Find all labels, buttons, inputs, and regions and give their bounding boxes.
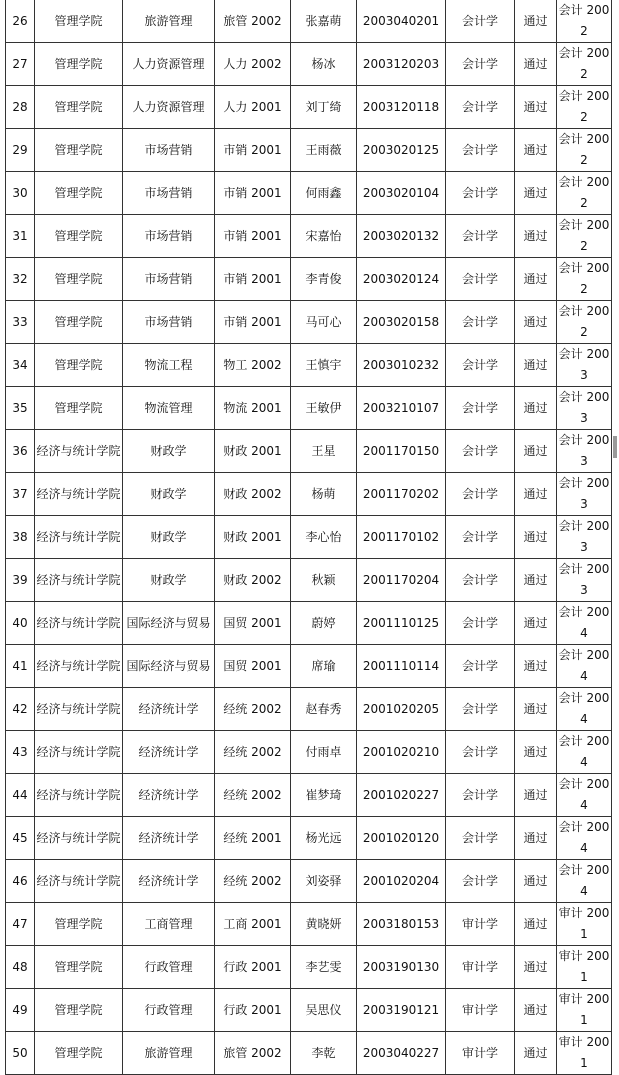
college-cell: 管理学院 — [35, 129, 123, 172]
college-cell: 管理学院 — [35, 387, 123, 430]
student-id-cell: 2001020205 — [357, 688, 446, 731]
row-number-cell: 40 — [6, 602, 35, 645]
student-name-cell: 杨冰 — [291, 43, 357, 86]
student-id-cell: 2003040227 — [357, 1032, 446, 1075]
table-row — [6, 774, 612, 817]
row-number-cell: 43 — [6, 731, 35, 774]
new-class-cell: 会计 2004 — [557, 602, 612, 645]
new-class-cell: 会计 2002 — [557, 129, 612, 172]
row-number-cell: 39 — [6, 559, 35, 602]
new-class-cell: 会计 2003 — [557, 559, 612, 602]
row-number-cell: 35 — [6, 387, 35, 430]
original-major-cell: 财政学 — [123, 473, 215, 516]
original-major-cell: 国际经济与贸易 — [123, 645, 215, 688]
table-row — [6, 645, 612, 688]
student-id-cell: 2003020125 — [357, 129, 446, 172]
result-cell: 通过 — [515, 817, 557, 860]
original-class-cell: 经统 2002 — [215, 688, 291, 731]
student-id-cell: 2001020227 — [357, 774, 446, 817]
result-cell: 通过 — [515, 215, 557, 258]
college-cell: 管理学院 — [35, 86, 123, 129]
result-cell: 通过 — [515, 43, 557, 86]
new-major-cell: 会计学 — [446, 258, 515, 301]
new-major-cell: 审计学 — [446, 946, 515, 989]
new-class-cell: 会计 2004 — [557, 688, 612, 731]
original-major-cell: 国际经济与贸易 — [123, 602, 215, 645]
student-id-cell: 2003020104 — [357, 172, 446, 215]
result-cell: 通过 — [515, 946, 557, 989]
new-major-cell: 会计学 — [446, 0, 515, 43]
table-row — [6, 817, 612, 860]
original-class-cell: 经统 2001 — [215, 817, 291, 860]
transfer-table — [5, 0, 612, 1075]
original-major-cell: 市场营销 — [123, 301, 215, 344]
new-major-cell: 会计学 — [446, 172, 515, 215]
college-cell: 经济与统计学院 — [35, 602, 123, 645]
transfer-list-sheet — [5, 0, 611, 1075]
original-major-cell: 旅游管理 — [123, 1032, 215, 1075]
new-major-cell: 会计学 — [446, 559, 515, 602]
college-cell: 经济与统计学院 — [35, 473, 123, 516]
table-row — [6, 731, 612, 774]
college-cell: 经济与统计学院 — [35, 645, 123, 688]
student-id-cell: 2003190121 — [357, 989, 446, 1032]
result-cell: 通过 — [515, 903, 557, 946]
new-class-cell: 会计 2003 — [557, 387, 612, 430]
original-major-cell: 人力资源管理 — [123, 43, 215, 86]
table-row — [6, 258, 612, 301]
original-major-cell: 市场营销 — [123, 172, 215, 215]
student-id-cell: 2001170102 — [357, 516, 446, 559]
table-row — [6, 516, 612, 559]
original-class-cell: 市销 2001 — [215, 129, 291, 172]
new-class-cell: 会计 2004 — [557, 860, 612, 903]
original-major-cell: 经济统计学 — [123, 817, 215, 860]
new-major-cell: 会计学 — [446, 645, 515, 688]
result-cell: 通过 — [515, 989, 557, 1032]
new-major-cell: 会计学 — [446, 817, 515, 860]
college-cell: 管理学院 — [35, 43, 123, 86]
student-id-cell: 2001020120 — [357, 817, 446, 860]
new-class-cell: 会计 2002 — [557, 43, 612, 86]
original-major-cell: 行政管理 — [123, 946, 215, 989]
college-cell: 管理学院 — [35, 989, 123, 1032]
new-class-cell: 会计 2002 — [557, 215, 612, 258]
student-id-cell: 2003040201 — [357, 0, 446, 43]
original-class-cell: 市销 2001 — [215, 301, 291, 344]
new-major-cell: 会计学 — [446, 129, 515, 172]
row-number-cell: 46 — [6, 860, 35, 903]
table-row — [6, 473, 612, 516]
table-row — [6, 430, 612, 473]
new-major-cell: 会计学 — [446, 301, 515, 344]
original-major-cell: 工商管理 — [123, 903, 215, 946]
student-name-cell: 王慎宇 — [291, 344, 357, 387]
new-major-cell: 审计学 — [446, 989, 515, 1032]
new-class-cell: 会计 2002 — [557, 0, 612, 43]
row-number-cell: 28 — [6, 86, 35, 129]
row-number-cell: 30 — [6, 172, 35, 215]
new-major-cell: 会计学 — [446, 731, 515, 774]
original-class-cell: 财政 2001 — [215, 430, 291, 473]
result-cell: 通过 — [515, 559, 557, 602]
row-number-cell: 34 — [6, 344, 35, 387]
new-class-cell: 会计 2004 — [557, 645, 612, 688]
college-cell: 管理学院 — [35, 1032, 123, 1075]
original-class-cell: 市销 2001 — [215, 258, 291, 301]
row-number-cell: 27 — [6, 43, 35, 86]
original-class-cell: 人力 2001 — [215, 86, 291, 129]
new-major-cell: 会计学 — [446, 430, 515, 473]
original-major-cell: 经济统计学 — [123, 731, 215, 774]
new-major-cell: 会计学 — [446, 344, 515, 387]
student-id-cell: 2001170204 — [357, 559, 446, 602]
student-id-cell: 2003210107 — [357, 387, 446, 430]
new-major-cell: 会计学 — [446, 860, 515, 903]
student-id-cell: 2001020210 — [357, 731, 446, 774]
table-row — [6, 903, 612, 946]
table-row — [6, 688, 612, 731]
student-name-cell: 宋嘉怡 — [291, 215, 357, 258]
table-row — [6, 860, 612, 903]
student-name-cell: 张嘉萌 — [291, 0, 357, 43]
row-number-cell: 47 — [6, 903, 35, 946]
result-cell: 通过 — [515, 258, 557, 301]
original-class-cell: 财政 2002 — [215, 559, 291, 602]
student-id-cell: 2001110125 — [357, 602, 446, 645]
row-number-cell: 32 — [6, 258, 35, 301]
student-name-cell: 马可心 — [291, 301, 357, 344]
student-id-cell: 2003180153 — [357, 903, 446, 946]
original-major-cell: 财政学 — [123, 516, 215, 559]
student-name-cell: 杨萌 — [291, 473, 357, 516]
row-number-cell: 29 — [6, 129, 35, 172]
table-row — [6, 344, 612, 387]
table-row — [6, 43, 612, 86]
original-class-cell: 人力 2002 — [215, 43, 291, 86]
row-number-cell: 45 — [6, 817, 35, 860]
student-id-cell: 2001110114 — [357, 645, 446, 688]
original-major-cell: 市场营销 — [123, 258, 215, 301]
new-class-cell: 审计 2001 — [557, 946, 612, 989]
table-row — [6, 129, 612, 172]
table-row — [6, 1032, 612, 1075]
row-number-cell: 38 — [6, 516, 35, 559]
result-cell: 通过 — [515, 688, 557, 731]
result-cell: 通过 — [515, 473, 557, 516]
new-major-cell: 会计学 — [446, 43, 515, 86]
college-cell: 经济与统计学院 — [35, 731, 123, 774]
student-name-cell: 蔚婷 — [291, 602, 357, 645]
original-class-cell: 市销 2001 — [215, 172, 291, 215]
row-number-cell: 37 — [6, 473, 35, 516]
student-id-cell: 2003020124 — [357, 258, 446, 301]
table-row — [6, 387, 612, 430]
table-row — [6, 301, 612, 344]
student-name-cell: 吴思仪 — [291, 989, 357, 1032]
student-name-cell: 李青俊 — [291, 258, 357, 301]
table-row — [6, 602, 612, 645]
result-cell: 通过 — [515, 774, 557, 817]
row-number-cell: 31 — [6, 215, 35, 258]
result-cell: 通过 — [515, 0, 557, 43]
college-cell: 经济与统计学院 — [35, 559, 123, 602]
student-name-cell: 席瑜 — [291, 645, 357, 688]
new-class-cell: 会计 2003 — [557, 344, 612, 387]
student-name-cell: 王雨薇 — [291, 129, 357, 172]
new-class-cell: 会计 2004 — [557, 774, 612, 817]
student-id-cell: 2001020204 — [357, 860, 446, 903]
new-class-cell: 会计 2002 — [557, 301, 612, 344]
original-major-cell: 旅游管理 — [123, 0, 215, 43]
new-major-cell: 审计学 — [446, 1032, 515, 1075]
result-cell: 通过 — [515, 86, 557, 129]
student-name-cell: 秋颖 — [291, 559, 357, 602]
new-class-cell: 会计 2003 — [557, 430, 612, 473]
college-cell: 管理学院 — [35, 344, 123, 387]
student-id-cell: 2001170150 — [357, 430, 446, 473]
student-name-cell: 王敏伊 — [291, 387, 357, 430]
row-number-cell: 33 — [6, 301, 35, 344]
new-class-cell: 会计 2004 — [557, 817, 612, 860]
table-body — [6, 0, 612, 1075]
college-cell: 管理学院 — [35, 215, 123, 258]
result-cell: 通过 — [515, 430, 557, 473]
scroll-edge-handle[interactable] — [613, 436, 617, 458]
original-class-cell: 经统 2002 — [215, 731, 291, 774]
new-major-cell: 会计学 — [446, 774, 515, 817]
student-id-cell: 2003010232 — [357, 344, 446, 387]
original-major-cell: 经济统计学 — [123, 688, 215, 731]
college-cell: 管理学院 — [35, 903, 123, 946]
original-major-cell: 财政学 — [123, 559, 215, 602]
row-number-cell: 48 — [6, 946, 35, 989]
college-cell: 管理学院 — [35, 172, 123, 215]
result-cell: 通过 — [515, 731, 557, 774]
row-number-cell: 50 — [6, 1032, 35, 1075]
college-cell: 管理学院 — [35, 0, 123, 43]
college-cell: 管理学院 — [35, 946, 123, 989]
new-major-cell: 会计学 — [446, 215, 515, 258]
new-major-cell: 会计学 — [446, 387, 515, 430]
student-id-cell: 2003120203 — [357, 43, 446, 86]
student-id-cell: 2003020158 — [357, 301, 446, 344]
original-major-cell: 人力资源管理 — [123, 86, 215, 129]
result-cell: 通过 — [515, 860, 557, 903]
new-major-cell: 会计学 — [446, 516, 515, 559]
student-id-cell: 2003020132 — [357, 215, 446, 258]
student-name-cell: 王星 — [291, 430, 357, 473]
student-name-cell: 付雨卓 — [291, 731, 357, 774]
new-major-cell: 会计学 — [446, 688, 515, 731]
original-major-cell: 物流管理 — [123, 387, 215, 430]
student-name-cell: 刘丁绮 — [291, 86, 357, 129]
table-row — [6, 989, 612, 1032]
original-class-cell: 行政 2001 — [215, 946, 291, 989]
original-major-cell: 行政管理 — [123, 989, 215, 1032]
college-cell: 管理学院 — [35, 258, 123, 301]
table-row — [6, 172, 612, 215]
original-class-cell: 物流 2001 — [215, 387, 291, 430]
table-row — [6, 0, 612, 43]
college-cell: 经济与统计学院 — [35, 688, 123, 731]
original-class-cell: 国贸 2001 — [215, 645, 291, 688]
result-cell: 通过 — [515, 645, 557, 688]
student-name-cell: 李乾 — [291, 1032, 357, 1075]
result-cell: 通过 — [515, 172, 557, 215]
original-class-cell: 经统 2002 — [215, 774, 291, 817]
original-class-cell: 物工 2002 — [215, 344, 291, 387]
original-major-cell: 经济统计学 — [123, 774, 215, 817]
table-row — [6, 86, 612, 129]
new-class-cell: 会计 2002 — [557, 86, 612, 129]
original-major-cell: 经济统计学 — [123, 860, 215, 903]
college-cell: 经济与统计学院 — [35, 774, 123, 817]
student-name-cell: 黄晓妍 — [291, 903, 357, 946]
student-name-cell: 李心怡 — [291, 516, 357, 559]
student-name-cell: 刘姿驿 — [291, 860, 357, 903]
row-number-cell: 42 — [6, 688, 35, 731]
row-number-cell: 44 — [6, 774, 35, 817]
new-class-cell: 会计 2003 — [557, 516, 612, 559]
original-class-cell: 财政 2001 — [215, 516, 291, 559]
new-class-cell: 会计 2003 — [557, 473, 612, 516]
result-cell: 通过 — [515, 602, 557, 645]
new-major-cell: 审计学 — [446, 903, 515, 946]
original-class-cell: 工商 2001 — [215, 903, 291, 946]
student-id-cell: 2003120118 — [357, 86, 446, 129]
table-row — [6, 946, 612, 989]
original-major-cell: 财政学 — [123, 430, 215, 473]
college-cell: 经济与统计学院 — [35, 430, 123, 473]
college-cell: 管理学院 — [35, 301, 123, 344]
original-class-cell: 财政 2002 — [215, 473, 291, 516]
row-number-cell: 41 — [6, 645, 35, 688]
original-class-cell: 行政 2001 — [215, 989, 291, 1032]
result-cell: 通过 — [515, 516, 557, 559]
student-name-cell: 李艺雯 — [291, 946, 357, 989]
new-class-cell: 会计 2004 — [557, 731, 612, 774]
new-class-cell: 会计 2002 — [557, 258, 612, 301]
college-cell: 经济与统计学院 — [35, 860, 123, 903]
new-major-cell: 会计学 — [446, 473, 515, 516]
student-name-cell: 赵春秀 — [291, 688, 357, 731]
new-major-cell: 会计学 — [446, 86, 515, 129]
student-id-cell: 2001170202 — [357, 473, 446, 516]
original-class-cell: 国贸 2001 — [215, 602, 291, 645]
result-cell: 通过 — [515, 129, 557, 172]
result-cell: 通过 — [515, 387, 557, 430]
college-cell: 经济与统计学院 — [35, 817, 123, 860]
new-class-cell: 会计 2002 — [557, 172, 612, 215]
row-number-cell: 36 — [6, 430, 35, 473]
new-class-cell: 审计 2001 — [557, 1032, 612, 1075]
result-cell: 通过 — [515, 1032, 557, 1075]
table-row — [6, 559, 612, 602]
new-major-cell: 会计学 — [446, 602, 515, 645]
original-class-cell: 市销 2001 — [215, 215, 291, 258]
new-class-cell: 审计 2001 — [557, 989, 612, 1032]
student-name-cell: 杨光远 — [291, 817, 357, 860]
row-number-cell: 49 — [6, 989, 35, 1032]
student-id-cell: 2003190130 — [357, 946, 446, 989]
college-cell: 经济与统计学院 — [35, 516, 123, 559]
result-cell: 通过 — [515, 344, 557, 387]
original-major-cell: 物流工程 — [123, 344, 215, 387]
student-name-cell: 崔梦琦 — [291, 774, 357, 817]
original-major-cell: 市场营销 — [123, 215, 215, 258]
original-major-cell: 市场营销 — [123, 129, 215, 172]
student-name-cell: 何雨鑫 — [291, 172, 357, 215]
original-class-cell: 经统 2002 — [215, 860, 291, 903]
new-class-cell: 审计 2001 — [557, 903, 612, 946]
table-row — [6, 215, 612, 258]
row-number-cell: 26 — [6, 0, 35, 43]
original-class-cell: 旅管 2002 — [215, 1032, 291, 1075]
result-cell: 通过 — [515, 301, 557, 344]
original-class-cell: 旅管 2002 — [215, 0, 291, 43]
